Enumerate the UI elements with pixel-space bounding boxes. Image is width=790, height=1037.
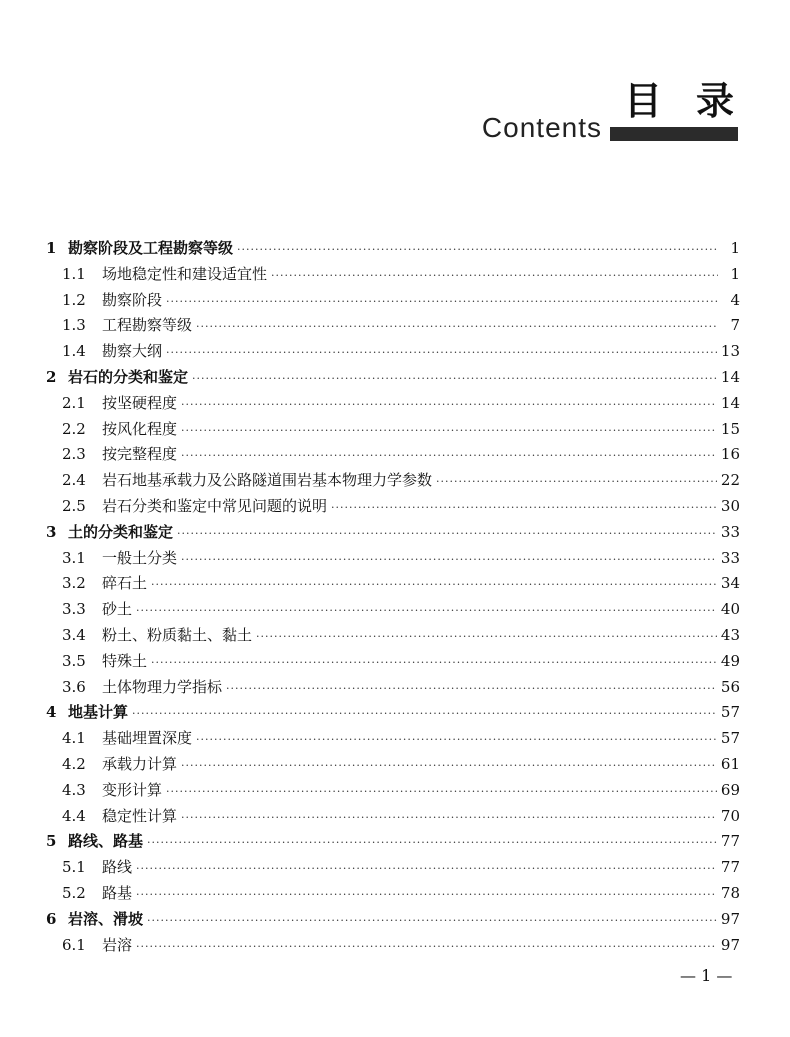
toc-section-entry (46, 726, 740, 752)
toc-leader-dots (166, 779, 717, 805)
toc-leader-dots (136, 856, 717, 882)
toc-section-entry (46, 752, 740, 778)
toc-leader-dots (271, 263, 718, 289)
toc-chapter-entry (46, 907, 740, 933)
toc-entry-page: 14 (720, 367, 740, 386)
table-of-contents (46, 236, 740, 958)
toc-entry-number: 4.3 (62, 780, 86, 799)
toc-leader-dots (147, 908, 717, 934)
toc-entry-title: 变形计算 (102, 780, 163, 799)
toc-chapter-entry (46, 520, 740, 546)
toc-leader-dots (151, 650, 717, 676)
toc-entry-number: 4.2 (62, 754, 86, 773)
toc-entry-number: 5.2 (62, 883, 86, 902)
toc-entry-page: 1 (730, 239, 740, 257)
toc-entry-title: 稳定性计算 (102, 806, 178, 825)
toc-entry-page: 7 (730, 316, 740, 335)
page-subtitle: Contents (481, 112, 602, 143)
toc-leader-dots (196, 727, 717, 753)
toc-section-entry (46, 623, 740, 649)
toc-entry-title: 地基计算 (68, 703, 129, 722)
toc-section-entry (46, 881, 740, 907)
toc-entry-page: 97 (720, 909, 740, 928)
toc-entry-page: 34 (720, 574, 740, 593)
toc-section-entry (46, 313, 740, 339)
toc-entry-page: 70 (720, 806, 740, 825)
toc-section-entry (46, 288, 740, 314)
toc-section-entry (46, 262, 740, 288)
toc-entry-title: 场地稳定性和建设适宜性 (102, 264, 268, 283)
toc-entry-page: 33 (720, 522, 740, 541)
toc-leader-dots (177, 521, 717, 547)
toc-entry-title: 碎石土 (102, 574, 148, 593)
toc-leader-dots (181, 547, 717, 573)
toc-entry-title: 特殊土 (102, 651, 148, 670)
toc-entry-number: 2 (46, 367, 57, 386)
toc-entry-title: 按完整程度 (102, 445, 178, 464)
toc-entry-number: 3.4 (62, 625, 86, 644)
toc-leader-dots (192, 366, 717, 392)
toc-entry-title: 按坚硬程度 (102, 393, 178, 412)
toc-section-entry (46, 778, 740, 804)
toc-leader-dots (331, 495, 717, 521)
toc-entry-page: 16 (720, 445, 740, 464)
toc-entry-page: 57 (720, 729, 740, 748)
toc-entry-number: 2.2 (62, 419, 86, 438)
toc-entry-number: 3.5 (62, 651, 86, 670)
toc-entry-page: 40 (720, 600, 740, 619)
toc-leader-dots (166, 289, 718, 315)
toc-entry-number: 1 (46, 239, 57, 257)
toc-entry-title: 勘察阶段及工程勘察等级 (68, 239, 234, 257)
toc-entry-number: 3.3 (62, 600, 86, 619)
toc-entry-title: 勘察大纲 (102, 342, 163, 361)
toc-entry-page: 14 (720, 393, 740, 412)
toc-entry-page: 30 (720, 496, 740, 515)
toc-entry-number: 2.3 (62, 445, 86, 464)
toc-entry-title: 路线 (102, 858, 133, 877)
toc-section-entry (46, 571, 740, 597)
toc-entry-title: 基础埋置深度 (102, 729, 193, 748)
toc-section-entry (46, 649, 740, 675)
toc-section-entry (46, 597, 740, 623)
toc-entry-number: 1.3 (62, 316, 86, 335)
toc-entry-title: 承载力计算 (102, 754, 178, 773)
toc-entry-page: 97 (720, 935, 740, 954)
toc-chapter-entry (46, 829, 740, 855)
toc-entry-page: 69 (720, 780, 740, 799)
toc-section-entry (46, 675, 740, 701)
toc-entry-title: 土的分类和鉴定 (68, 522, 174, 541)
toc-entry-number: 2.1 (62, 393, 86, 412)
toc-chapter-entry (46, 236, 740, 262)
toc-entry-page: 57 (720, 703, 740, 722)
toc-entry-number: 3.1 (62, 548, 86, 567)
toc-entry-title: 一般土分类 (102, 548, 178, 567)
toc-leader-dots (436, 469, 717, 495)
toc-entry-number: 3.2 (62, 574, 86, 593)
toc-section-entry (46, 339, 740, 365)
toc-entry-number: 4.4 (62, 806, 86, 825)
toc-entry-page: 33 (720, 548, 740, 567)
toc-leader-dots (226, 676, 717, 702)
toc-leader-dots (136, 598, 717, 624)
toc-entry-number: 3 (46, 522, 57, 541)
toc-section-entry (46, 468, 740, 494)
toc-leader-dots (181, 392, 717, 418)
toc-section-entry (46, 804, 740, 830)
toc-entry-number: 1.2 (62, 290, 86, 309)
toc-entry-title: 工程勘察等级 (102, 316, 193, 335)
title-decorative-bar (610, 127, 738, 141)
toc-entry-page: 1 (730, 264, 740, 283)
page-title: 目录 (623, 79, 768, 123)
toc-entry-number: 5.1 (62, 858, 86, 877)
toc-leader-dots (151, 572, 717, 598)
toc-entry-number: 1.4 (62, 342, 86, 361)
toc-entry-number: 4 (46, 703, 57, 722)
toc-entry-number: 2.5 (62, 496, 86, 515)
toc-entry-number: 6.1 (62, 935, 86, 954)
toc-leader-dots (181, 443, 717, 469)
toc-chapter-entry (46, 700, 740, 726)
toc-entry-title: 岩溶 (102, 935, 133, 954)
toc-entry-page: 77 (720, 832, 740, 851)
toc-entry-page: 13 (720, 342, 740, 361)
toc-leader-dots (166, 340, 717, 366)
toc-entry-number: 4.1 (62, 729, 86, 748)
toc-entry-page: 78 (720, 883, 740, 902)
toc-entry-title: 粉土、粉质黏土、黏土 (102, 625, 253, 644)
toc-leader-dots (136, 934, 717, 960)
toc-section-entry (46, 855, 740, 881)
toc-entry-title: 路基 (102, 883, 133, 902)
toc-entry-title: 岩石的分类和鉴定 (68, 367, 189, 386)
toc-entry-title: 土体物理力学指标 (102, 677, 223, 696)
toc-leader-dots (181, 805, 717, 831)
toc-section-entry (46, 391, 740, 417)
toc-entry-title: 岩石地基承载力及公路隧道围岩基本物理力学参数 (102, 471, 433, 490)
toc-entry-page: 4 (730, 290, 740, 309)
toc-entry-title: 勘察阶段 (102, 290, 163, 309)
toc-entry-page: 61 (720, 754, 740, 773)
toc-entry-number: 3.6 (62, 677, 86, 696)
toc-section-entry (46, 546, 740, 572)
toc-leader-dots (136, 882, 717, 908)
toc-entry-page: 22 (720, 471, 740, 490)
toc-entry-number: 2.4 (62, 471, 86, 490)
toc-entry-page: 15 (720, 419, 740, 438)
toc-entry-page: 77 (720, 858, 740, 877)
toc-leader-dots (237, 237, 718, 263)
toc-entry-number: 6 (46, 909, 57, 928)
toc-entry-page: 56 (720, 677, 740, 696)
toc-entry-title: 砂土 (102, 600, 133, 619)
toc-entry-page: 43 (720, 625, 740, 644)
toc-entry-number: 5 (46, 832, 57, 851)
toc-section-entry (46, 417, 740, 443)
toc-leader-dots (132, 701, 717, 727)
toc-section-entry (46, 442, 740, 468)
toc-entry-title: 岩石分类和鉴定中常见问题的说明 (102, 496, 328, 515)
toc-section-entry (46, 494, 740, 520)
toc-entry-title: 按风化程度 (102, 419, 178, 438)
toc-leader-dots (196, 314, 718, 340)
toc-entry-number: 1.1 (62, 264, 86, 283)
toc-leader-dots (147, 830, 717, 856)
toc-section-entry (46, 933, 740, 959)
toc-leader-dots (256, 624, 717, 650)
page-number: — 1 — (680, 966, 733, 985)
toc-chapter-entry (46, 365, 740, 391)
toc-leader-dots (181, 753, 717, 779)
toc-entry-page: 49 (720, 651, 740, 670)
title-en-row (482, 112, 738, 144)
toc-entry-title: 路线、路基 (68, 832, 144, 851)
toc-entry-title: 岩溶、滑坡 (68, 909, 144, 928)
toc-leader-dots (181, 418, 717, 444)
